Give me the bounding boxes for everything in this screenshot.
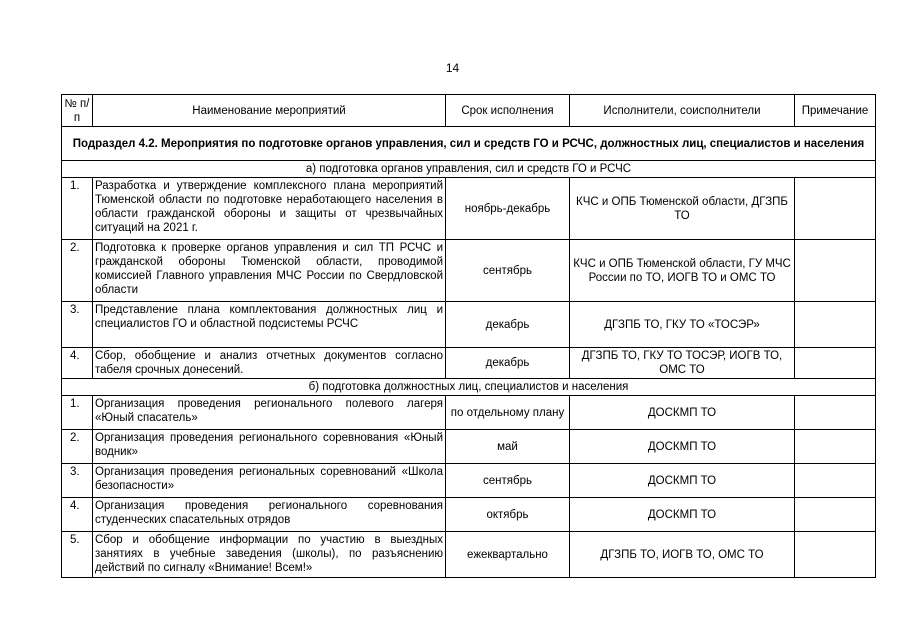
row-number: 3. [62,302,93,348]
row-note [795,464,876,498]
row-activity-name: Подготовка к проверке органов управления и сил ТП РСЧС и гражданской обороны Тюменской области, проводимой комиссией Главного управления МЧС России по Свердловской области [93,240,446,302]
row-term: сентябрь [446,464,570,498]
row-executors: ДГЗПБ ТО, ГКУ ТО ТОСЭР, ИОГВ ТО, ОМС ТО [570,348,795,379]
row-executors: ДГЗПБ ТО, ИОГВ ТО, ОМС ТО [570,532,795,578]
header-exec: Исполнители, соисполнители [570,95,795,127]
subsection-title-a: а) подготовка органов управления, сил и средств ГО и РСЧС [62,161,876,178]
row-note [795,348,876,379]
row-activity-name: Организация проведения регионального соревнования студенческих спасательных отрядов [93,498,446,532]
row-number: 2. [62,240,93,302]
row-term: октябрь [446,498,570,532]
table-row [62,532,876,578]
row-activity-name: Организация проведения регионального полевого лагеря «Юный спасатель» [93,396,446,430]
row-activity-name: Разработка и утверждение комплексного плана мероприятий Тюменской области по подготовке неработающего населения в области гражданской обороны и защиты от чрезвычайных ситуаций на 2021 г. [93,178,446,240]
header-note: Примечание [795,95,876,127]
row-term: по отдельному плану [446,396,570,430]
table-row [62,240,876,302]
table-row [62,302,876,348]
row-note [795,302,876,348]
table-row [62,430,876,464]
section-title: Подраздел 4.2. Мероприятия по подготовке органов управления, сил и средств ГО и РСЧС, должностных лиц, специалистов и населения [62,127,876,161]
header-row [62,95,876,127]
row-note [795,532,876,578]
section-row [62,127,876,161]
row-executors: ДГЗПБ ТО, ГКУ ТО «ТОСЭР» [570,302,795,348]
row-number: 1. [62,396,93,430]
page-number: 14 [445,61,460,75]
row-term: ноябрь-декабрь [446,178,570,240]
row-activity-name: Сбор и обобщение информации по участию в выездных занятиях в учебные заведения (школы), по разъяснению действий по сигналу «Внимание! Всем!» [93,532,446,578]
row-number: 2. [62,430,93,464]
header-num: № п/п [62,95,93,127]
subsection-title-b: б) подготовка должностных лиц, специалистов и населения [62,379,876,396]
row-note [795,240,876,302]
plan-table [61,94,876,578]
table-row [62,348,876,379]
row-executors: ДОСКМП ТО [570,498,795,532]
header-term: Срок исполнения [446,95,570,127]
row-term: май [446,430,570,464]
table-row [62,396,876,430]
row-executors: ДОСКМП ТО [570,430,795,464]
subsection-row-a [62,161,876,178]
table-row [62,498,876,532]
row-activity-name: Сбор, обобщение и анализ отчетных документов согласно табеля срочных донесений. [93,348,446,379]
row-term: сентябрь [446,240,570,302]
row-number: 5. [62,532,93,578]
row-number: 3. [62,464,93,498]
row-activity-name: Организация проведения регионального соревнования «Юный водник» [93,430,446,464]
table-row [62,464,876,498]
row-executors: ДОСКМП ТО [570,464,795,498]
row-term: декабрь [446,302,570,348]
row-note [795,396,876,430]
row-term: декабрь [446,348,570,379]
subsection-row-b [62,379,876,396]
row-number: 1. [62,178,93,240]
row-note [795,430,876,464]
row-activity-name: Представление плана комплектования должностных лиц и специалистов ГО и областной подсистемы РСЧС [93,302,446,348]
header-name: Наименование мероприятий [93,95,446,127]
row-term: ежеквартально [446,532,570,578]
row-number: 4. [62,498,93,532]
table-row [62,178,876,240]
row-executors: ДОСКМП ТО [570,396,795,430]
row-executors: КЧС и ОПБ Тюменской области, ГУ МЧС России по ТО, ИОГВ ТО и ОМС ТО [570,240,795,302]
row-number: 4. [62,348,93,379]
row-note [795,178,876,240]
row-note [795,498,876,532]
row-activity-name: Организация проведения региональных соревнований «Школа безопасности» [93,464,446,498]
row-executors: КЧС и ОПБ Тюменской области, ДГЗПБ ТО [570,178,795,240]
